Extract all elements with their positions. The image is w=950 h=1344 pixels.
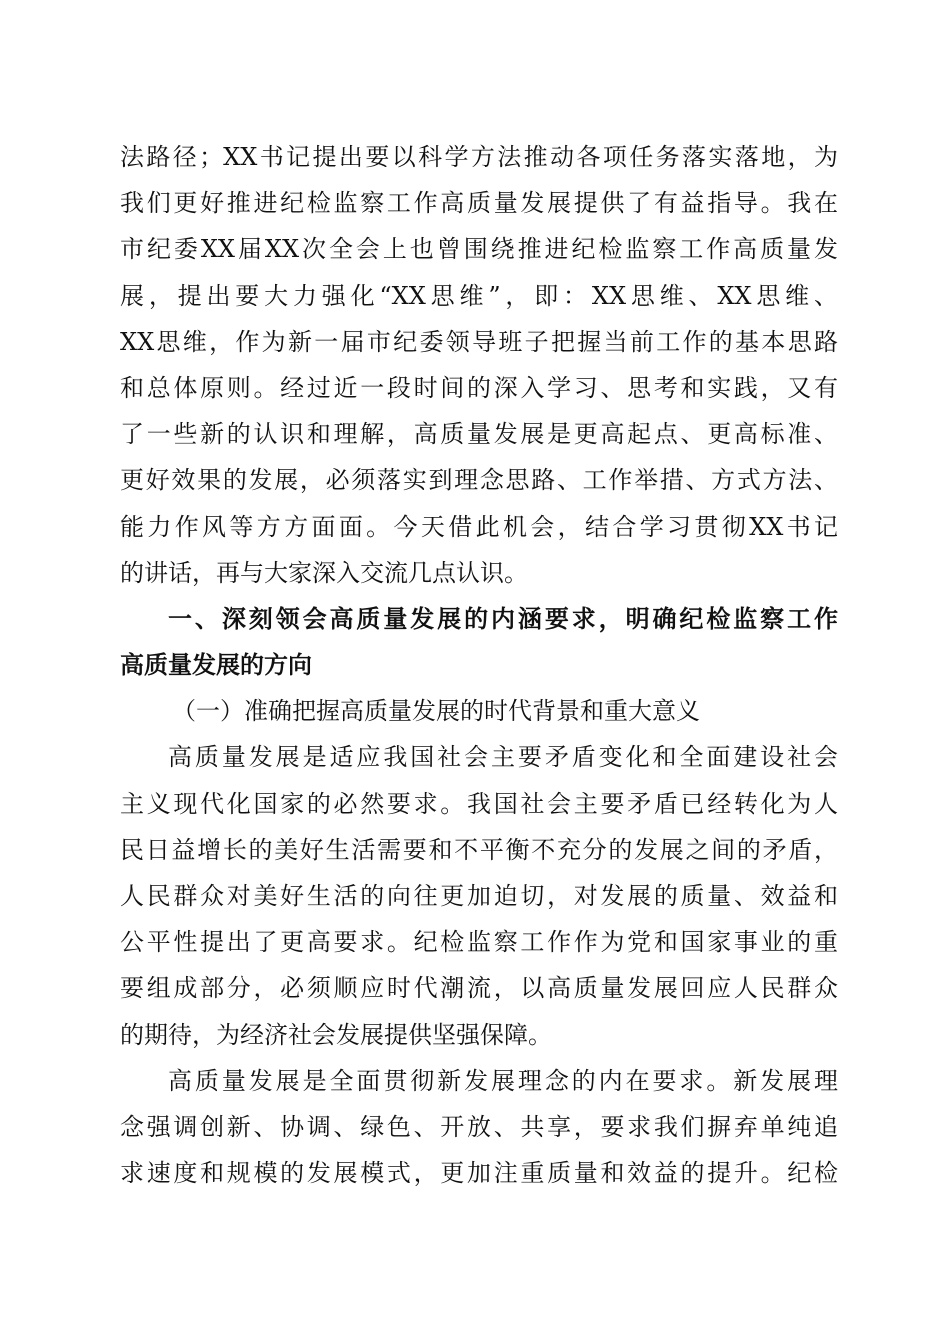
body-paragraph bbox=[120, 734, 838, 1057]
subsection-heading bbox=[120, 688, 838, 734]
heading-line: （一）准确把握高质量发展的时代背景和重大意义 bbox=[172, 697, 700, 726]
text-line: 高质量发展是适应我国社会主要矛盾变化和全面建设社会 bbox=[168, 743, 838, 772]
text-line: 我们更好推进纪检监察工作高质量发展提供了有益指导。我在 bbox=[120, 189, 838, 218]
text-line: 主义现代化国家的必然要求。我国社会主要矛盾已经转化为人 bbox=[120, 789, 838, 818]
text-line: XX思维，作为新一届市纪委领导班子把握当前工作的基本思路 bbox=[120, 327, 838, 356]
text-line: 和总体原则。经过近一段时间的深入学习、思考和实践，又有 bbox=[120, 373, 838, 402]
body-paragraph bbox=[120, 134, 838, 596]
document-page bbox=[120, 134, 838, 1196]
text-line: 市纪委XX届XX次全会上也曾围绕推进纪检监察工作高质量发 bbox=[120, 235, 838, 264]
text-line: 更好效果的发展，必须落实到理念思路、工作举措、方式方法、 bbox=[120, 466, 838, 495]
text-line: 了一些新的认识和理解，高质量发展是更高起点、更高标准、 bbox=[120, 420, 838, 449]
text-line: 求速度和规模的发展模式，更加注重质量和效益的提升。纪检 bbox=[120, 1159, 838, 1188]
text-line: 法路径；XX书记提出要以科学方法推动各项任务落实落地，为 bbox=[120, 143, 838, 171]
text-line: 人民群众对美好生活的向往更加迫切，对发展的质量、效益和 bbox=[120, 882, 838, 910]
text-line: 的讲话，再与大家深入交流几点认识。 bbox=[120, 558, 528, 587]
text-line: 能力作风等方方面面。今天借此机会，结合学习贯彻XX书记 bbox=[120, 512, 838, 541]
heading-line: 一、深刻领会高质量发展的内涵要求，明确纪检监察工作 bbox=[168, 604, 838, 633]
text-line: 要组成部分，必须顺应时代潮流，以高质量发展回应人民群众 bbox=[120, 974, 838, 1003]
text-line: 念强调创新、协调、绿色、开放、共享，要求我们摒弃单纯追 bbox=[120, 1112, 838, 1141]
section-heading bbox=[120, 596, 838, 688]
body-paragraph bbox=[120, 1058, 838, 1197]
text-line: 高质量发展是全面贯彻新发展理念的内在要求。新发展理 bbox=[168, 1066, 838, 1095]
text-line: 民日益增长的美好生活需要和不平衡不充分的发展之间的矛盾， bbox=[120, 835, 838, 864]
text-line: 公平性提出了更高要求。纪检监察工作作为党和国家事业的重 bbox=[120, 928, 838, 957]
text-line: 的期待，为经济社会发展提供坚强保障。 bbox=[120, 1020, 552, 1049]
text-line: 展，提出要大力强化“XX思维”，即：XX思维、XX思维、 bbox=[120, 281, 838, 310]
heading-line: 高质量发展的方向 bbox=[120, 651, 312, 680]
